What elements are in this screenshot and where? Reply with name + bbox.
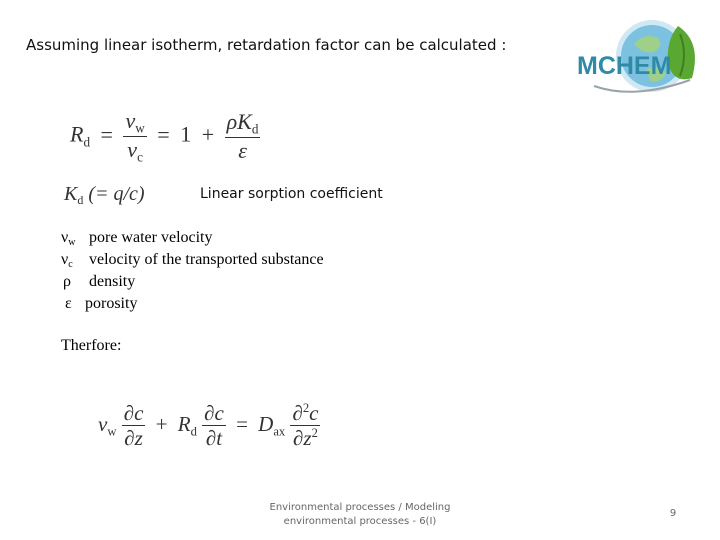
symbol-definitions xyxy=(61,227,324,315)
eq1-f2-den: ε xyxy=(238,137,247,163)
definition-row xyxy=(61,227,324,249)
eq3-f2-den: ∂t xyxy=(205,426,223,451)
eq2-sym: K xyxy=(64,183,78,205)
def-symbol: ρ xyxy=(63,273,71,290)
eq2-rest: (= q/c) xyxy=(88,183,145,205)
def-symbol-sub: c xyxy=(68,259,73,270)
eq1-equals: = xyxy=(100,121,113,147)
kd-label: Linear sorption coefficient xyxy=(200,186,383,202)
eq3-f1-num: ∂c xyxy=(123,401,144,426)
eq3-D-sub: ax xyxy=(273,424,286,439)
logo-text: MCHEM xyxy=(577,52,672,80)
definition-row xyxy=(61,249,324,271)
eq3-equals: = xyxy=(236,412,248,437)
eq1-f1-den: v xyxy=(127,136,138,162)
eq1-sorption-fraction xyxy=(225,109,261,164)
transport-equation xyxy=(98,401,320,452)
eq1-one: 1 xyxy=(180,121,192,147)
eq3-f1-den: ∂z xyxy=(124,426,143,451)
eq3-v: v xyxy=(98,412,108,437)
eq1-velocity-fraction xyxy=(123,108,146,165)
eq3-f3-num: ∂ xyxy=(292,401,303,426)
eq3-f3-den: ∂z xyxy=(293,426,312,451)
retardation-equation xyxy=(70,108,260,165)
footer-line-2: environmental processes - 6(I) xyxy=(283,516,437,527)
eq3-second-derivative xyxy=(290,401,320,452)
def-text: porosity xyxy=(85,295,138,312)
def-text: density xyxy=(89,273,136,290)
eq1-plus: + xyxy=(201,121,215,147)
therefore-label: Therfore: xyxy=(61,337,122,354)
eq3-v-sub: w xyxy=(107,424,117,439)
kd-expression xyxy=(64,183,145,208)
def-text: pore water velocity xyxy=(89,229,213,246)
slide-heading: Assuming linear isotherm, retardation factor can be calculated : xyxy=(26,36,507,54)
eq1-f1-num-sub: w xyxy=(135,120,145,136)
eq3-R: R xyxy=(177,412,191,437)
eq1-lhs: R xyxy=(70,121,84,147)
eq1-f1-den-sub: c xyxy=(137,149,143,165)
footer-line-1: Environmental processes / Modeling xyxy=(269,502,451,513)
eq3-plus: + xyxy=(155,412,168,437)
eq3-D: D xyxy=(258,412,274,437)
def-symbol-sub: w xyxy=(68,237,76,248)
page-number: 9 xyxy=(669,508,677,519)
definition-row xyxy=(61,271,324,293)
eq3-f3-num-c: c xyxy=(309,401,319,426)
mchem-logo xyxy=(574,14,706,98)
eq1-f2-num-sub: d xyxy=(251,121,259,137)
eq1-equals-2: = xyxy=(157,121,170,147)
eq1-lhs-sub: d xyxy=(83,134,91,150)
def-symbol: ν xyxy=(61,229,69,246)
eq3-f2-num: ∂c xyxy=(204,401,224,426)
def-symbol: ε xyxy=(65,295,72,312)
eq3-R-sub: d xyxy=(190,424,197,439)
eq2-sym-sub: d xyxy=(77,193,84,208)
def-text: velocity of the transported substance xyxy=(89,251,324,268)
slide-footer xyxy=(250,501,470,529)
eq3-time-derivative xyxy=(202,401,226,451)
eq3-spatial-derivative xyxy=(122,401,146,451)
def-symbol: ν xyxy=(61,251,69,268)
eq1-f1-num: v xyxy=(125,108,136,133)
eq3-f3-num-sup: 2 xyxy=(302,401,310,415)
eq1-f2-num: ρK xyxy=(226,109,252,135)
eq3-f3-den-sup: 2 xyxy=(311,426,318,441)
definition-row xyxy=(61,293,324,315)
